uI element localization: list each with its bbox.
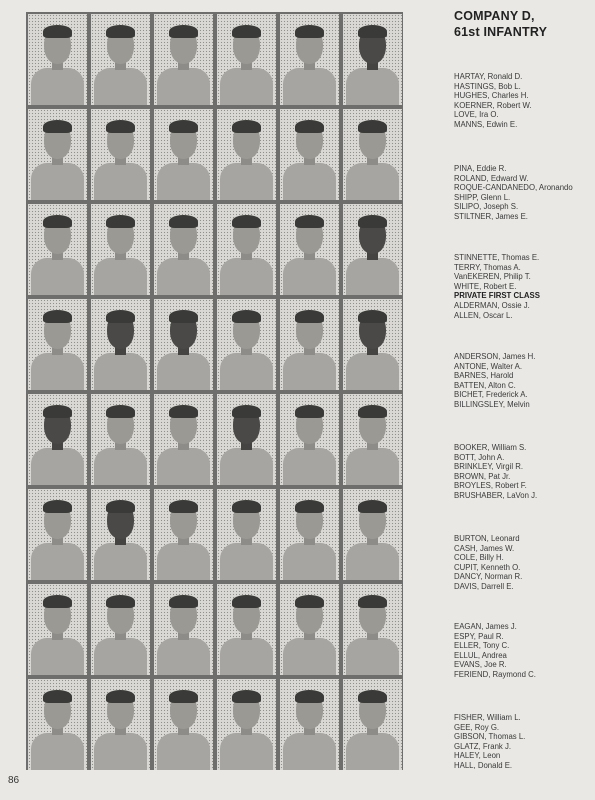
portrait-shirt: [346, 163, 399, 200]
portrait-shirt: [283, 733, 336, 770]
name-entry: BOTT, John A.: [454, 452, 505, 462]
name-entry: ALDERMAN, Ossie J.: [454, 300, 530, 310]
portrait-hair: [169, 25, 198, 38]
portrait-shirt: [346, 638, 399, 675]
portrait-shirt: [157, 638, 210, 675]
portrait-shirt: [94, 448, 147, 485]
portrait-photo: [217, 679, 276, 770]
portrait-shirt: [31, 258, 84, 295]
portrait-shirt: [220, 733, 273, 770]
portrait-photo: [28, 394, 87, 485]
name-entry: BROYLES, Robert F.: [454, 481, 527, 491]
portrait-hair: [295, 310, 324, 323]
portrait-photo: [280, 394, 339, 485]
portrait-photo: [280, 299, 339, 390]
name-entry: ESPY, Paul R.: [454, 631, 504, 641]
portrait-hair: [358, 405, 387, 418]
portrait-shirt: [283, 448, 336, 485]
portrait-shirt: [94, 68, 147, 105]
portrait-shirt: [346, 258, 399, 295]
name-entry: FERIEND, Raymond C.: [454, 669, 536, 679]
portrait-shirt: [157, 163, 210, 200]
name-entry: ROLAND, Edward W.: [454, 173, 529, 183]
portrait-shirt: [31, 638, 84, 675]
portrait-photo: [280, 204, 339, 295]
portrait-photo: [343, 584, 402, 675]
portrait-shirt: [31, 353, 84, 390]
portrait-shirt: [31, 163, 84, 200]
portrait-photo: [91, 679, 150, 770]
portrait-hair: [169, 310, 198, 323]
name-entry: STILTNER, James E.: [454, 211, 528, 221]
portrait-hair: [358, 690, 387, 703]
portrait-photo: [28, 679, 87, 770]
portrait-shirt: [346, 448, 399, 485]
portrait-photo: [217, 299, 276, 390]
name-entry: BROWN, Pat Jr.: [454, 471, 511, 481]
portrait-shirt: [157, 448, 210, 485]
portrait-photo: [217, 14, 276, 105]
name-entry: HARTAY, Ronald D.: [454, 72, 523, 81]
portrait-shirt: [220, 448, 273, 485]
portrait-grid: [26, 12, 403, 770]
portrait-photo: [217, 489, 276, 580]
portrait-shirt: [346, 353, 399, 390]
name-entry: ROQUE-CANDANEDO, Aronando: [454, 183, 573, 193]
portrait-shirt: [31, 448, 84, 485]
portrait-photo: [91, 204, 150, 295]
portrait-photo: [217, 394, 276, 485]
portrait-hair: [295, 120, 324, 133]
title-unit: 61st INFANTRY: [454, 25, 548, 39]
portrait-shirt: [346, 733, 399, 770]
portrait-hair: [295, 500, 324, 513]
name-entry: HALL, Donald E.: [454, 760, 513, 770]
portrait-hair: [169, 500, 198, 513]
portrait-photo: [154, 394, 213, 485]
portrait-photo: [154, 679, 213, 770]
name-entry: TERRY, Thomas A.: [454, 262, 521, 272]
portrait-shirt: [157, 733, 210, 770]
portrait-photo: [280, 584, 339, 675]
name-entry: VanEKEREN, Philip T.: [454, 272, 531, 282]
portrait-photo: [280, 489, 339, 580]
portrait-hair: [232, 690, 261, 703]
name-entry: BATTEN, Alton C.: [454, 380, 516, 390]
portrait-shirt: [31, 733, 84, 770]
portrait-hair: [106, 310, 135, 323]
portrait-photo: [280, 109, 339, 200]
name-entry: COLE, Billy H.: [454, 553, 504, 563]
portrait-shirt: [157, 258, 210, 295]
portrait-shirt: [283, 163, 336, 200]
portrait-photo: [343, 489, 402, 580]
portrait-hair: [43, 405, 72, 418]
portrait-photo: [91, 584, 150, 675]
page-number: 86: [8, 775, 20, 786]
portrait-photo: [91, 109, 150, 200]
portrait-photo: [91, 14, 150, 105]
portrait-hair: [43, 215, 72, 228]
portrait-shirt: [346, 68, 399, 105]
name-entry: HUGHES, Charles H.: [454, 91, 529, 101]
name-group: [454, 622, 536, 680]
portrait-photo: [28, 489, 87, 580]
portrait-hair: [232, 500, 261, 513]
portrait-hair: [106, 690, 135, 703]
name-entry: LOVE, Ira O.: [454, 110, 499, 120]
name-group: [454, 253, 540, 320]
name-entry: KOERNER, Robert W.: [454, 100, 532, 110]
portrait-hair: [295, 405, 324, 418]
name-entry: ALLEN, Oscar L.: [454, 310, 513, 320]
portrait-photo: [28, 204, 87, 295]
name-entry: BURTON, Leonard: [454, 534, 520, 543]
portrait-shirt: [220, 638, 273, 675]
portrait-photo: [343, 679, 402, 770]
portrait-shirt: [94, 543, 147, 580]
portrait-shirt: [283, 353, 336, 390]
name-entry: WHITE, Robert E.: [454, 281, 517, 291]
portrait-shirt: [31, 68, 84, 105]
name-entry: GIBSON, Thomas L.: [454, 732, 526, 742]
portrait-photo: [91, 299, 150, 390]
portrait-hair: [232, 120, 261, 133]
portrait-hair: [295, 690, 324, 703]
portrait-hair: [358, 120, 387, 133]
name-entry: HALEY, Leon: [454, 751, 501, 761]
name-entry: ELLER, Tony C.: [454, 641, 510, 651]
portrait-hair: [358, 215, 387, 228]
portrait-hair: [106, 25, 135, 38]
portrait-hair: [295, 215, 324, 228]
portrait-photo: [28, 299, 87, 390]
portrait-photo: [154, 584, 213, 675]
portrait-shirt: [220, 543, 273, 580]
portrait-hair: [43, 595, 72, 608]
portrait-hair: [43, 25, 72, 38]
portrait-hair: [232, 215, 261, 228]
portrait-shirt: [157, 543, 210, 580]
portrait-shirt: [283, 258, 336, 295]
name-entry: BARNES, Harold: [454, 371, 514, 381]
portrait-hair: [295, 595, 324, 608]
portrait-hair: [169, 405, 198, 418]
name-group: [454, 72, 532, 130]
portrait-photo: [217, 584, 276, 675]
name-entry: ELLUL, Andrea: [454, 650, 507, 660]
portrait-shirt: [283, 543, 336, 580]
name-entry: BRUSHABER, LaVon J.: [454, 490, 538, 500]
portrait-hair: [232, 595, 261, 608]
portrait-hair: [43, 690, 72, 703]
name-entry: PINA, Eddie R.: [454, 164, 507, 173]
portrait-hair: [232, 405, 261, 418]
portrait-shirt: [31, 543, 84, 580]
portrait-photo: [343, 394, 402, 485]
portrait-hair: [295, 25, 324, 38]
name-entry: EVANS, Joe R.: [454, 660, 507, 670]
portrait-hair: [358, 500, 387, 513]
portrait-photo: [154, 489, 213, 580]
portrait-shirt: [283, 638, 336, 675]
portrait-shirt: [94, 258, 147, 295]
portrait-hair: [43, 500, 72, 513]
portrait-photo: [343, 299, 402, 390]
portrait-shirt: [94, 733, 147, 770]
name-entry: HASTINGS, Bob L.: [454, 81, 521, 91]
title-company: COMPANY D,: [454, 9, 535, 23]
portrait-shirt: [220, 163, 273, 200]
name-entry: GEE, Roy G.: [454, 722, 500, 732]
name-entry: MANNS, Edwin E.: [454, 119, 518, 129]
portrait-shirt: [220, 68, 273, 105]
page-title: [454, 8, 584, 40]
name-entry: ANDERSON, James H.: [454, 352, 536, 361]
rank-heading: PRIVATE FIRST CLASS: [454, 291, 540, 301]
portrait-hair: [43, 310, 72, 323]
name-entry: CASH, James W.: [454, 543, 515, 553]
portrait-hair: [106, 500, 135, 513]
portrait-shirt: [157, 68, 210, 105]
name-group: [454, 713, 525, 771]
portrait-hair: [43, 120, 72, 133]
portrait-shirt: [220, 258, 273, 295]
name-group: [454, 443, 537, 501]
portrait-photo: [154, 14, 213, 105]
portrait-shirt: [94, 638, 147, 675]
portrait-hair: [358, 310, 387, 323]
portrait-hair: [169, 215, 198, 228]
name-group: [454, 164, 573, 222]
portrait-hair: [169, 690, 198, 703]
portrait-photo: [154, 109, 213, 200]
portrait-photo: [154, 204, 213, 295]
portrait-hair: [106, 120, 135, 133]
portrait-hair: [232, 25, 261, 38]
name-entry: DANCY, Norman R.: [454, 572, 523, 582]
portrait-shirt: [94, 353, 147, 390]
portrait-photo: [28, 109, 87, 200]
portrait-shirt: [157, 353, 210, 390]
portrait-hair: [106, 215, 135, 228]
portrait-hair: [232, 310, 261, 323]
portrait-photo: [217, 204, 276, 295]
portrait-photo: [154, 299, 213, 390]
portrait-photo: [343, 204, 402, 295]
portrait-shirt: [283, 68, 336, 105]
portrait-shirt: [94, 163, 147, 200]
portrait-hair: [106, 405, 135, 418]
name-group: [454, 352, 535, 410]
name-group: [454, 534, 522, 592]
name-entry: STINNETTE, Thomas E.: [454, 253, 540, 262]
name-entry: EAGAN, James J.: [454, 622, 517, 631]
name-entry: BOOKER, William S.: [454, 443, 527, 452]
portrait-photo: [280, 679, 339, 770]
portrait-hair: [358, 25, 387, 38]
name-entry: GLATZ, Frank J.: [454, 741, 512, 751]
portrait-photo: [28, 14, 87, 105]
portrait-photo: [217, 109, 276, 200]
portrait-shirt: [220, 353, 273, 390]
name-entry: SHIPP, Glenn L.: [454, 192, 511, 202]
portrait-hair: [106, 595, 135, 608]
name-entry: ANTONE, Walter A.: [454, 361, 523, 371]
portrait-photo: [343, 109, 402, 200]
name-entry: DAVIS, Darrell E.: [454, 581, 514, 591]
portrait-hair: [169, 120, 198, 133]
portrait-shirt: [346, 543, 399, 580]
portrait-hair: [358, 595, 387, 608]
name-entry: BICHET, Frederick A.: [454, 390, 528, 400]
portrait-photo: [28, 584, 87, 675]
portrait-photo: [91, 489, 150, 580]
portrait-photo: [343, 14, 402, 105]
portrait-hair: [169, 595, 198, 608]
name-entry: CUPIT, Kenneth O.: [454, 562, 521, 572]
name-entry: BILLINGSLEY, Melvin: [454, 399, 530, 409]
name-entry: FISHER, William L.: [454, 713, 521, 722]
portrait-photo: [91, 394, 150, 485]
portrait-photo: [280, 14, 339, 105]
name-entry: SILIPO, Joseph S.: [454, 202, 519, 212]
name-entry: BRINKLEY, Virgil R.: [454, 462, 524, 472]
